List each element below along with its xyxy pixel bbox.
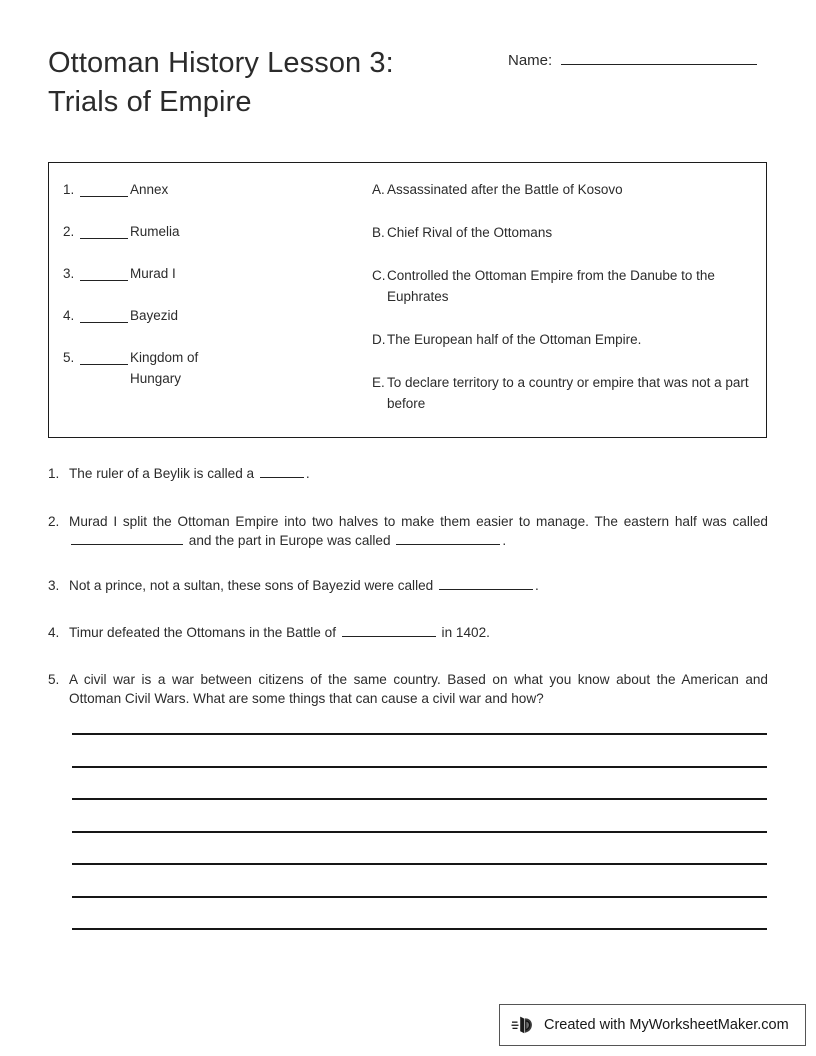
matching-definition-letter: A.	[372, 182, 385, 197]
worksheet-header	[0, 0, 816, 150]
matching-answer-blank[interactable]	[80, 347, 128, 365]
matching-definition-letter: D.	[372, 332, 386, 347]
matching-answer-blank[interactable]	[80, 179, 128, 197]
question-number: 2.	[48, 514, 60, 529]
question-text-tail: in 1402.	[437, 625, 490, 640]
matching-term-label: Bayezid	[130, 308, 179, 323]
writing-line[interactable]	[72, 831, 767, 833]
question-body	[69, 623, 768, 642]
question-item	[48, 670, 768, 708]
matching-term-row	[63, 347, 368, 389]
question-number: 1.	[48, 466, 60, 481]
writing-line[interactable]	[72, 766, 767, 768]
matching-definition-text: Assassinated after the Battle of Kosovo	[387, 182, 623, 197]
worksheet-maker-logo-icon	[511, 1012, 537, 1038]
matching-definition-letter: C.	[372, 268, 386, 283]
question-number: 4.	[48, 625, 60, 640]
name-field-group	[508, 52, 757, 69]
footer-attribution-badge[interactable]	[499, 1004, 806, 1046]
matching-definition-row	[372, 179, 754, 200]
matching-term-row	[63, 179, 368, 200]
question-text-tail: .	[305, 466, 310, 481]
matching-term-row	[63, 221, 368, 242]
question-item	[48, 576, 768, 595]
question-text: Timur defeated the Ottomans in the Battle of	[69, 625, 340, 640]
badge-label: Created with MyWorksheetMaker.com	[544, 1017, 789, 1033]
matching-term-label: Rumelia	[130, 224, 180, 239]
matching-term-number: 1.	[63, 182, 75, 197]
matching-term-number: 2.	[63, 224, 75, 239]
writing-line[interactable]	[72, 896, 767, 898]
answer-blank[interactable]	[71, 531, 183, 545]
name-input-line[interactable]	[561, 63, 757, 65]
question-text: Murad I split the Ottoman Empire into two halves to make them easier to manage. The eastern half was called	[69, 514, 768, 529]
question-number: 5.	[48, 672, 60, 687]
matching-definition-text: The European half of the Ottoman Empire.	[387, 332, 642, 347]
matching-term-row	[63, 263, 368, 284]
matching-term-row	[63, 305, 368, 326]
matching-definition-row	[372, 329, 754, 350]
page-title: Ottoman History Lesson 3: Trials of Empire	[48, 47, 394, 118]
question-text-tail: .	[535, 578, 539, 593]
matching-term-label: Annex	[130, 182, 169, 197]
question-text-tail: .	[502, 533, 507, 548]
matching-answer-blank[interactable]	[80, 263, 128, 281]
question-text-mid: and the part in Europe was called	[185, 533, 395, 548]
answer-blank[interactable]	[342, 623, 436, 637]
question-text: The ruler of a Beylik is called a	[69, 466, 258, 481]
matching-answer-blank[interactable]	[80, 221, 128, 239]
matching-terms-column	[63, 179, 368, 389]
matching-definition-row	[372, 265, 754, 307]
answer-writing-lines	[72, 733, 767, 930]
answer-blank[interactable]	[396, 531, 500, 545]
matching-term-number: 3.	[63, 266, 75, 281]
answer-blank[interactable]	[260, 464, 304, 478]
matching-definitions-column	[372, 179, 754, 414]
fill-in-questions-section	[48, 464, 768, 708]
matching-term-label: Kingdom of Hungary	[130, 350, 199, 386]
question-body: A civil war is a war between citizens of the same country. Based on what you know about the American and Ottoman Civil Wars. What are some things that can cause a civil war and how?	[69, 672, 768, 706]
writing-line[interactable]	[72, 733, 767, 735]
question-body	[69, 464, 768, 483]
matching-definition-text: To declare territory to a country or empire that was not a part before	[387, 375, 749, 411]
question-text: Not a prince, not a sultan, these sons of Bayezid were called	[69, 578, 437, 593]
matching-exercise-box	[48, 162, 767, 438]
writing-line[interactable]	[72, 928, 767, 930]
matching-definition-letter: E.	[372, 375, 385, 390]
writing-line[interactable]	[72, 798, 767, 800]
question-body	[69, 512, 768, 550]
writing-line[interactable]	[72, 863, 767, 865]
matching-definition-row	[372, 222, 754, 243]
matching-definition-text: Controlled the Ottoman Empire from the Danube to the Euphrates	[387, 268, 715, 304]
matching-definition-letter: B.	[372, 225, 385, 240]
matching-definition-text: Chief Rival of the Ottomans	[387, 225, 553, 240]
matching-term-number: 4.	[63, 308, 75, 323]
matching-definition-row	[372, 372, 754, 414]
question-item	[48, 623, 768, 642]
question-item	[48, 464, 768, 483]
answer-blank[interactable]	[439, 576, 533, 590]
matching-term-label: Murad I	[130, 266, 176, 281]
matching-term-number: 5.	[63, 350, 75, 365]
question-body	[69, 576, 768, 595]
question-number: 3.	[48, 578, 60, 593]
matching-answer-blank[interactable]	[80, 305, 128, 323]
question-item	[48, 512, 768, 550]
name-label: Name:	[508, 52, 553, 69]
